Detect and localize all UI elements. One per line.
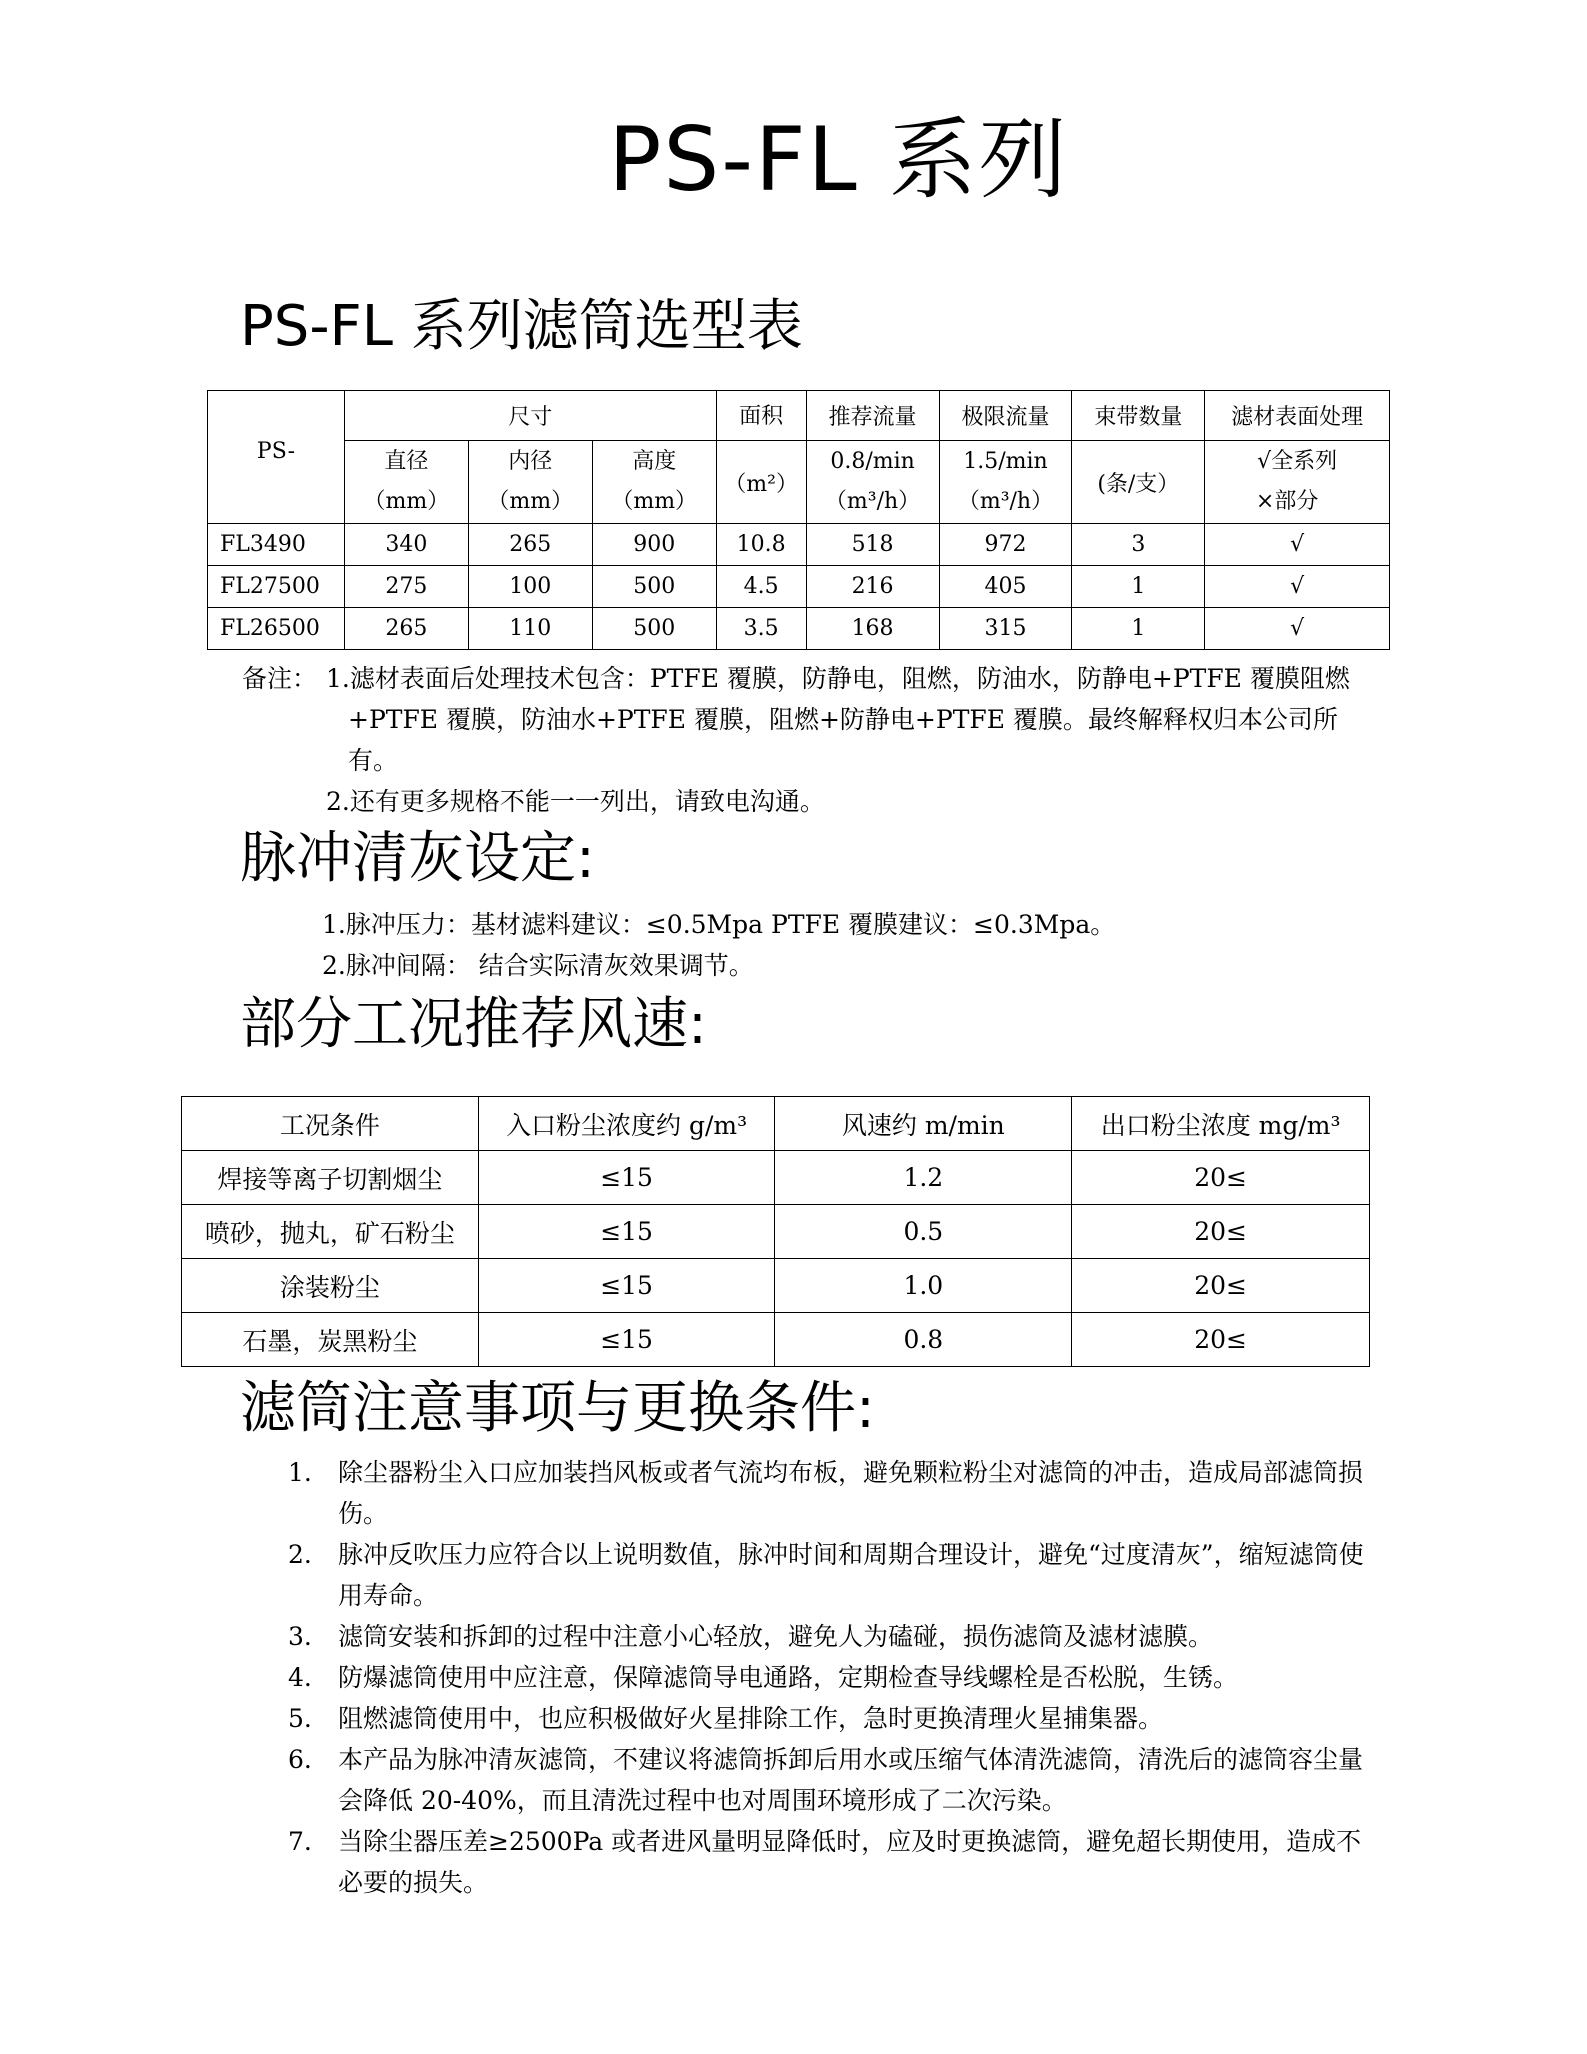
pulse-heading: 脉冲清灰设定: [240,826,595,891]
precautions-list [288,1452,1378,1903]
precautions-heading: 滤筒注意事项与更换条件: [240,1376,875,1441]
header-inlet: 入口粉尘浓度约 g/m³ [478,1097,775,1151]
note-item: 2.还有更多规格不能一一列出，请致电沟通。 [326,787,825,816]
table-row: 涂装粉尘 ≤15 1.0 20≤ [182,1259,1370,1313]
rec-flow-subheader: 0.8/min （m³/h） [806,441,939,524]
max-flow-subheader: 1.5/min （m³/h） [939,441,1072,524]
list-item: 1. 除尘器粉尘入口应加装挡风板或者气流均布板，避免颗粒粉尘对滤筒的冲击，造成局部滤筒损伤。 [288,1458,1364,1528]
pulse-item: 1.脉冲压力：基材滤料建议：≤0.5Mpa PTFE 覆膜建议：≤0.3Mpa。 [322,910,1116,939]
diameter-subheader: 直径 （mm） [344,441,468,524]
size-header: 尺寸 [344,391,716,441]
height-subheader: 高度 （mm） [592,441,716,524]
inner-subheader: 内径 （mm） [468,441,592,524]
header-outlet: 出口粉尘浓度 mg/m³ [1072,1097,1370,1151]
table-row: FL3490 340 265 900 10.8 518 972 3 √ [208,524,1390,566]
list-item: 3. 滤筒安装和拆卸的过程中注意小心轻放，避免人为磕碰，损伤滤筒及滤材滤膜。 [288,1622,1214,1651]
table-row: 焊接等离子切割烟尘 ≤15 1.2 20≤ [182,1151,1370,1205]
surface-legend: √全系列 ×部分 [1205,441,1390,524]
max-flow-header: 极限流量 [939,391,1072,441]
wind-speed-heading: 部分工况推荐风速: [240,992,707,1057]
band-header: 束带数量 [1072,391,1205,441]
list-item: 4. 防爆滤筒使用中应注意，保障滤筒导电通路，定期检查导线螺栓是否松脱，生锈。 [288,1663,1239,1692]
list-item: 2. 脉冲反吹压力应符合以上说明数值，脉冲时间和周期合理设计，避免“过度清灰”，缩短滤筒使用寿命。 [288,1540,1364,1610]
document-title: PS-FL 系列 [608,108,1069,211]
area-header: 面积 [716,391,806,441]
area-unit: （m²） [716,441,806,524]
table-row: FL27500 275 100 500 4.5 216 405 1 √ [208,566,1390,608]
pulse-item: 2.脉冲间隔： 结合实际清灰效果调节。 [322,951,754,980]
header-condition: 工况条件 [182,1097,479,1151]
table-row: FL26500 265 110 500 3.5 168 315 1 √ [208,608,1390,650]
wind-speed-table [181,1096,1370,1367]
list-item: 7. 当除尘器压差≥2500Pa 或者进风量明显降低时，应及时更换滤筒，避免超长期使用，造成不必要的损失。 [288,1827,1362,1897]
list-item: 5. 阻燃滤筒使用中，也应积极做好火星排除工作，急时更换清理火星捕集器。 [288,1704,1164,1733]
note-item: 1.滤材表面后处理技术包含：PTFE 覆膜，防静电，阻燃，防油水，防静电+PTFE 覆膜阻燃+PTFE 覆膜，防油水+PTFE 覆膜，阻燃+防静电+PTFE 覆膜。最终解释权归本公司所有。 [326,664,1350,775]
header-speed: 风速约 m/min [775,1097,1072,1151]
selection-table [207,390,1390,650]
rec-flow-header: 推荐流量 [806,391,939,441]
table-row: 喷砂，抛丸，矿石粉尘 ≤15 0.5 20≤ [182,1205,1370,1259]
selection-table-heading: PS-FL 系列滤筒选型表 [240,294,803,359]
notes [242,658,1362,822]
notes-label: 备注： [242,664,318,693]
model-header: PS- [208,391,345,524]
list-item: 6. 本产品为脉冲清灰滤筒，不建议将滤筒拆卸后用水或压缩气体清洗滤筒，清洗后的滤筒容尘量会降低 20-40%，而且清洗过程中也对周围环境形成了二次污染。 [288,1745,1364,1815]
band-unit: (条/支） [1072,441,1205,524]
pulse-settings [322,904,1115,986]
surface-header: 滤材表面处理 [1205,391,1390,441]
table-row: 石墨，炭黑粉尘 ≤15 0.8 20≤ [182,1313,1370,1367]
